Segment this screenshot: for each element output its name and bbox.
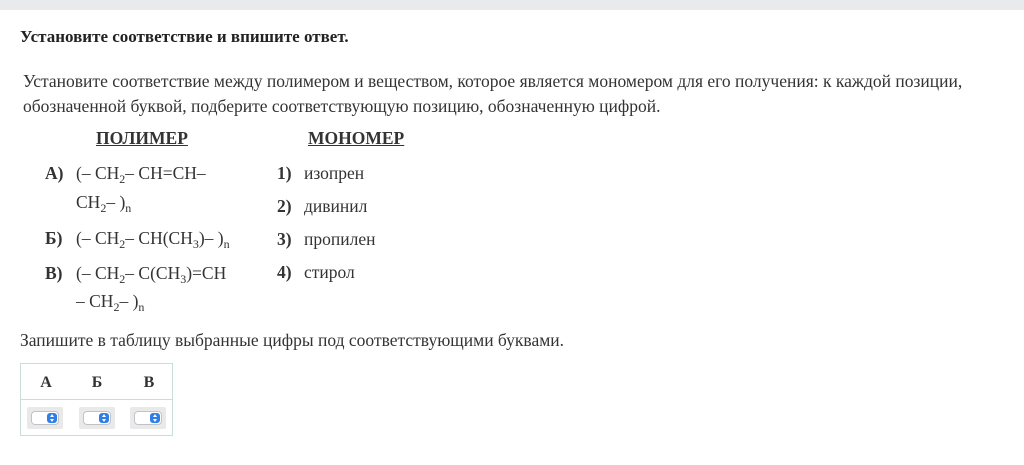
answer-header-v: В [143,374,155,391]
monomer-name-4: стирол [304,262,355,282]
monomer-name-1: изопрен [304,163,365,183]
polymer-b-formula: (– $CH_2-$ $CH(CH_3)-$ )$_n$ [76,228,230,251]
task-heading: Установите соответствие и впишите ответ. [20,27,349,46]
top-bar [0,0,1024,10]
monomer-number-4: 4) [277,262,292,282]
answer-table [20,363,173,436]
monomer-number-2: 2) [277,196,292,216]
polymer-letter-a: А) [45,163,64,183]
polymer-v-formula-line1: (– $CH_2-$ $C(CH_3)=CH$ [76,263,227,286]
monomer-number-3: 3) [277,229,292,249]
answer-instruction: Запишите в таблицу выбранные цифры под соответствующими буквами. [20,330,565,350]
answer-select-a[interactable] [27,407,63,429]
polymer-column-header: ПОЛИМЕР [96,128,188,148]
answer-table-divider [21,399,172,400]
monomer-name-3: пропилен [304,229,376,249]
polymer-v-formula-line2: – $CH_2-$ )$_n$ [76,291,145,314]
polymer-letter-v: В) [45,263,63,283]
polymer-letter-b: Б) [45,228,63,248]
task-intro: Установите соответствие между полимером и веществом, которое является мономером для его получения: к каждой позиции, обозначенной буквой, подберите соответствующую позицию, обозначенную цифрой. [23,71,963,116]
answer-header-b: Б [91,374,103,391]
answer-select-v[interactable] [130,407,166,429]
monomer-number-1: 1) [277,163,292,183]
monomer-name-2: дивинил [304,196,368,216]
answer-select-b[interactable] [79,407,115,429]
select-arrows-icon [99,413,109,423]
polymer-a-formula-line2: $CH_2-$ )$_n$ [76,192,132,215]
answer-header-a: А [40,374,52,391]
polymer-a-formula-line1: (– $CH_2-$ CH=CH– [76,163,206,186]
monomer-column-header: МОНОМЕР [308,128,405,148]
select-arrows-icon [150,413,160,423]
select-arrows-icon [47,413,57,423]
